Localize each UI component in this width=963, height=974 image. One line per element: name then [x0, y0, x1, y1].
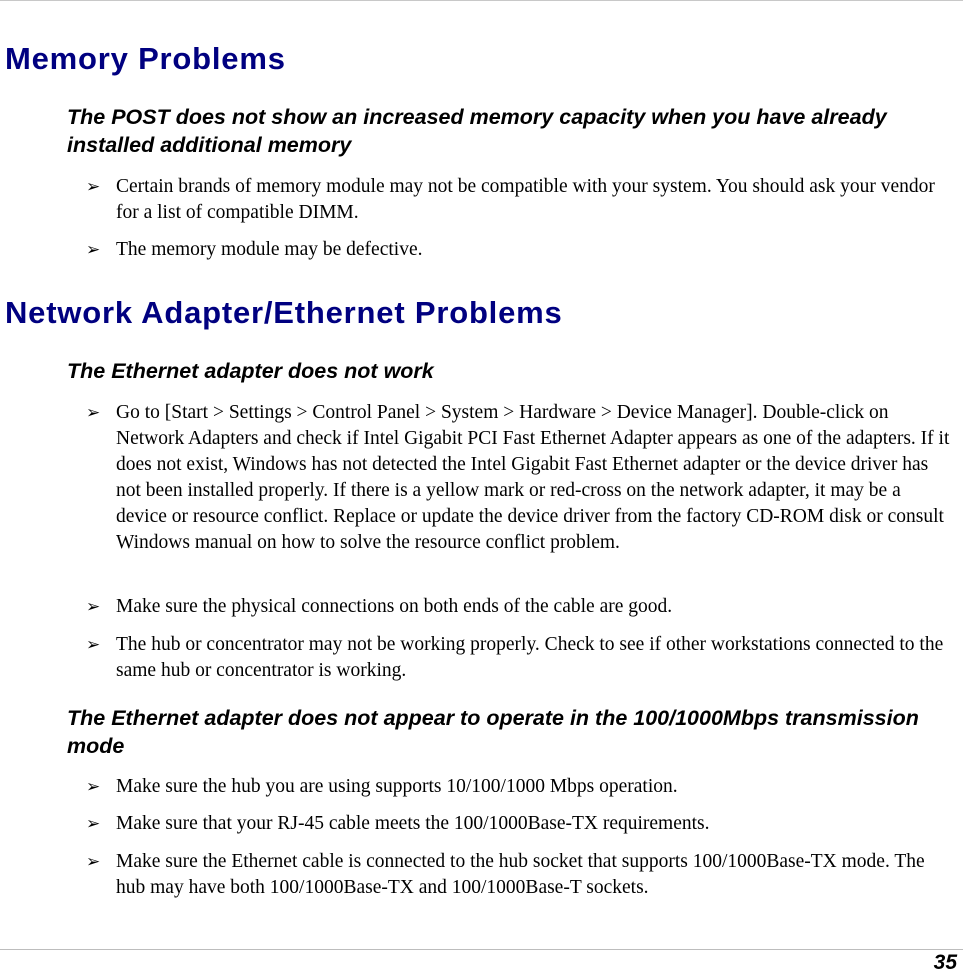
list-item-text: Certain brands of memory module may not be compatible with your system. You should ask your vendor for a list of compatible DIMM. [116, 176, 935, 223]
list-item-text: The hub or concentrator may not be working properly. Check to see if other workstations connected to the same hub or concentrator is working. [116, 634, 944, 681]
arrow-bullet-icon: ➢ [86, 814, 101, 834]
list-item-text: Make sure the hub you are using supports 10/100/1000 Mbps operation. [116, 776, 678, 797]
arrow-bullet-icon: ➢ [86, 240, 101, 260]
top-rule [0, 0, 963, 1]
arrow-bullet-icon: ➢ [86, 403, 101, 423]
footer-rule [0, 949, 963, 950]
section-title-network-problems: Network Adapter/Ethernet Problems [5, 295, 563, 330]
page-number: 35 [933, 951, 957, 974]
subsection-heading-post-memory: The POST does not show an increased memory capacity when you have already installed additional memory [67, 105, 887, 157]
section-title-memory-problems: Memory Problems [5, 41, 286, 76]
arrow-bullet-icon: ➢ [86, 635, 101, 655]
arrow-bullet-icon: ➢ [86, 777, 101, 797]
list-item-text: The memory module may be defective. [116, 239, 423, 260]
arrow-bullet-icon: ➢ [86, 852, 101, 872]
list-item-text: Make sure the Ethernet cable is connected to the hub socket that supports 100/1000Base-TX mode. The hub may have both 100/1000Base-TX and 100/1000Base-T sockets. [116, 851, 925, 898]
arrow-bullet-icon: ➢ [86, 597, 101, 617]
subsection-heading-ethernet-not-work: The Ethernet adapter does not work [67, 359, 434, 383]
list-item-text: Make sure that your RJ-45 cable meets the 100/1000Base-TX requirements. [116, 813, 710, 834]
arrow-bullet-icon: ➢ [86, 177, 101, 197]
list-item-text: Go to [Start > Settings > Control Panel > System > Hardware > Device Manager]. Double-click on Network Adapters and check if Intel Gigabit PCI Fast Ethernet Adapter appears as one of the adapters. If it does not exist, Windows has not detected the Intel Gigabit Fast Ethernet adapter or the device driver has not been installed properly. If there is a yellow mark or red-cross on the network adapter, it may be a device or resource conflict. Replace or update the device driver from the factory CD-ROM disk or consult Windows manual on how to solve the resource conflict problem. [116, 402, 950, 553]
list-item-text: Make sure the physical connections on both ends of the cable are good. [116, 596, 673, 617]
subsection-heading-ethernet-mode: The Ethernet adapter does not appear to operate in the 100/1000Mbps transmission mode [67, 706, 919, 758]
